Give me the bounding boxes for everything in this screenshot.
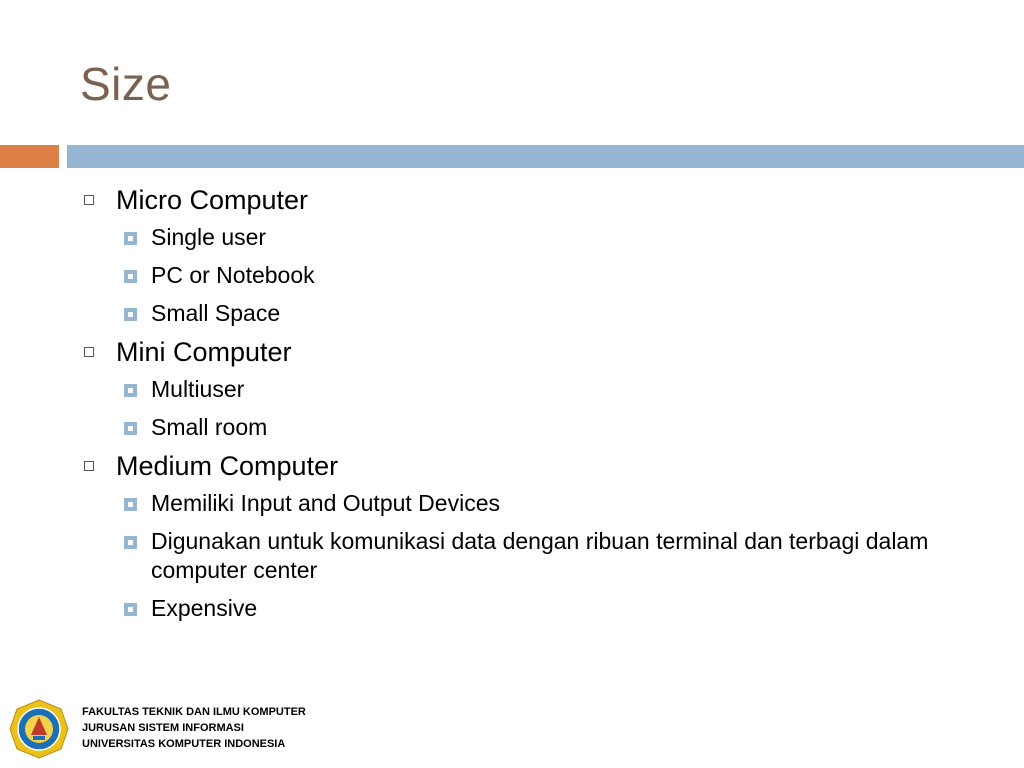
hollow-square-bullet-icon	[84, 461, 94, 471]
sub-list-mini	[82, 375, 982, 442]
square-bullet-icon	[124, 422, 137, 435]
square-bullet-icon	[124, 603, 137, 616]
bullet-micro-computer: Micro Computer	[82, 182, 982, 218]
sub-bullet: Small room	[82, 413, 982, 442]
hollow-square-bullet-icon	[84, 347, 94, 357]
hollow-square-bullet-icon	[84, 195, 94, 205]
sub-list-micro	[82, 223, 982, 328]
sub-bullet: Digunakan untuk komunikasi data dengan ribuan terminal dan terbagi dalam computer center	[82, 527, 931, 585]
footer-line-faculty: FAKULTAS TEKNIK DAN ILMU KOMPUTER	[82, 706, 306, 718]
title-accent-bar-orange	[0, 145, 59, 168]
unikom-logo	[9, 699, 69, 759]
square-bullet-icon	[124, 498, 137, 511]
footer-line-university: UNIVERSITAS KOMPUTER INDONESIA	[82, 738, 286, 750]
title-accent-bar-blue	[67, 145, 1024, 168]
sub-bullet: Small Space	[82, 299, 982, 328]
bullet-medium-computer: Medium Computer	[82, 448, 982, 484]
bullet-mini-computer: Mini Computer	[82, 334, 982, 370]
sub-bullet: Memiliki Input and Output Devices	[82, 489, 982, 518]
bullet-list	[82, 182, 982, 623]
square-bullet-icon	[124, 232, 137, 245]
sub-list-medium	[82, 489, 982, 623]
sub-bullet: Expensive	[82, 594, 982, 623]
square-bullet-icon	[124, 270, 137, 283]
footer-text	[82, 704, 306, 752]
square-bullet-icon	[124, 536, 137, 549]
footer-line-department: JURUSAN SISTEM INFORMASI	[82, 722, 244, 734]
slide-title: Size	[80, 58, 172, 110]
square-bullet-icon	[124, 308, 137, 321]
sub-bullet: Single user	[82, 223, 982, 252]
sub-bullet: PC or Notebook	[82, 261, 982, 290]
square-bullet-icon	[124, 384, 137, 397]
sub-bullet: Multiuser	[82, 375, 982, 404]
